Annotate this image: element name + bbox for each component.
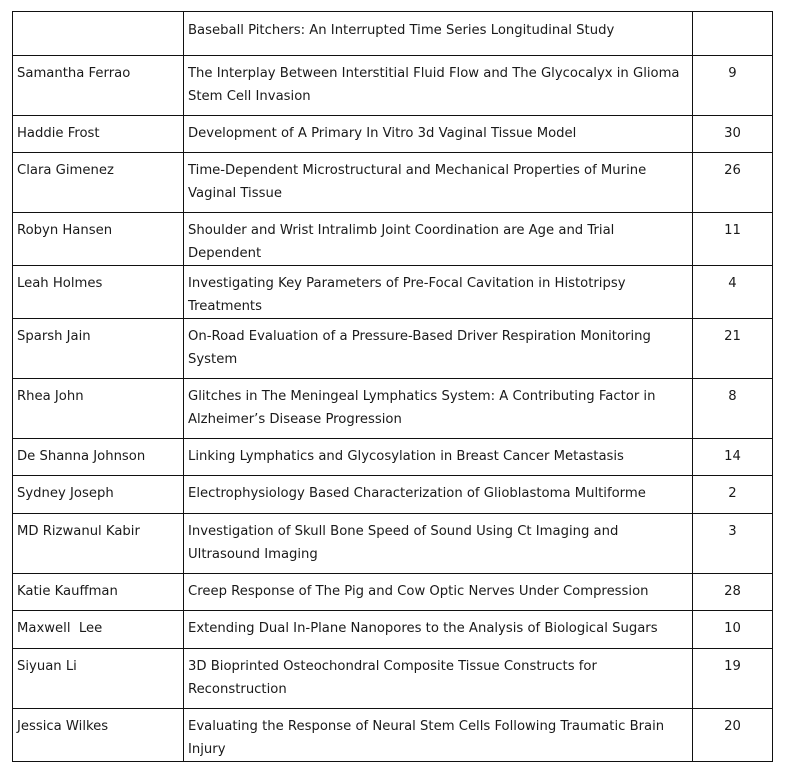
presentation-number: 26: [693, 153, 773, 213]
presentation-title: Investigation of Skull Bone Speed of Sound Using Ct Imaging and Ultrasound Imaging: [184, 514, 693, 574]
presentation-title: Creep Response of The Pig and Cow Optic Nerves Under Compression: [184, 574, 693, 611]
table-row: [13, 709, 773, 762]
table-row: [13, 611, 773, 649]
presentation-title: Extending Dual In-Plane Nanopores to the Analysis of Biological Sugars: [184, 611, 693, 649]
table-row: [13, 266, 773, 319]
presentation-title: Baseball Pitchers: An Interrupted Time Series Longitudinal Study: [184, 12, 693, 56]
presentation-number: 4: [693, 266, 773, 319]
presentation-number: [693, 12, 773, 56]
presentation-number: 9: [693, 56, 773, 116]
table-row: [13, 574, 773, 611]
presentation-title: Evaluating the Response of Neural Stem Cells Following Traumatic Brain Injury: [184, 709, 693, 762]
presenter-name: Sydney Joseph: [13, 476, 184, 514]
presentation-number: 30: [693, 116, 773, 153]
presenter-name: Rhea John: [13, 379, 184, 439]
presenter-name: Clara Gimenez: [13, 153, 184, 213]
table-row: [13, 12, 773, 56]
presentation-number: 8: [693, 379, 773, 439]
presenter-name: Katie Kauffman: [13, 574, 184, 611]
presenter-name: MD Rizwanul Kabir: [13, 514, 184, 574]
table-row: [13, 213, 773, 266]
presentation-number: 11: [693, 213, 773, 266]
presentation-title: Investigating Key Parameters of Pre-Focal Cavitation in Histotripsy Treatments: [184, 266, 693, 319]
presentation-title: The Interplay Between Interstitial Fluid Flow and The Glycocalyx in Glioma Stem Cell Invasion: [184, 56, 693, 116]
presentation-number: 19: [693, 649, 773, 709]
presenter-name: Robyn Hansen: [13, 213, 184, 266]
table-row: [13, 476, 773, 514]
table-row: [13, 514, 773, 574]
table-row: [13, 56, 773, 116]
table-row: [13, 439, 773, 476]
table-row: [13, 153, 773, 213]
presentation-title: Shoulder and Wrist Intralimb Joint Coordination are Age and Trial Dependent: [184, 213, 693, 266]
presentation-number: 2: [693, 476, 773, 514]
presentation-number: 3: [693, 514, 773, 574]
presenter-name: De Shanna Johnson: [13, 439, 184, 476]
presentation-number: 20: [693, 709, 773, 762]
presenter-name: Leah Holmes: [13, 266, 184, 319]
presentation-title: 3D Bioprinted Osteochondral Composite Tissue Constructs for Reconstruction: [184, 649, 693, 709]
presentation-number: 21: [693, 319, 773, 379]
presentation-title: Electrophysiology Based Characterization of Glioblastoma Multiforme: [184, 476, 693, 514]
presenter-name: Siyuan Li: [13, 649, 184, 709]
table-row: [13, 116, 773, 153]
table-row: [13, 319, 773, 379]
presenter-name: Maxwell Lee: [13, 611, 184, 649]
presenter-name: Jessica Wilkes: [13, 709, 184, 762]
presenter-name: Sparsh Jain: [13, 319, 184, 379]
presentation-title: Time-Dependent Microstructural and Mechanical Properties of Murine Vaginal Tissue: [184, 153, 693, 213]
presentation-title: Glitches in The Meningeal Lymphatics System: A Contributing Factor in Alzheimer’s Disease Progression: [184, 379, 693, 439]
presentation-number: 28: [693, 574, 773, 611]
presenter-table: [12, 11, 773, 762]
presenter-name: Haddie Frost: [13, 116, 184, 153]
presentation-title: On-Road Evaluation of a Pressure-Based Driver Respiration Monitoring System: [184, 319, 693, 379]
presentation-title: Development of A Primary In Vitro 3d Vaginal Tissue Model: [184, 116, 693, 153]
table-row: [13, 649, 773, 709]
presentation-number: 14: [693, 439, 773, 476]
presenter-name: Samantha Ferrao: [13, 56, 184, 116]
presentation-number: 10: [693, 611, 773, 649]
presentation-title: Linking Lymphatics and Glycosylation in Breast Cancer Metastasis: [184, 439, 693, 476]
presenter-name: [13, 12, 184, 56]
table-row: [13, 379, 773, 439]
